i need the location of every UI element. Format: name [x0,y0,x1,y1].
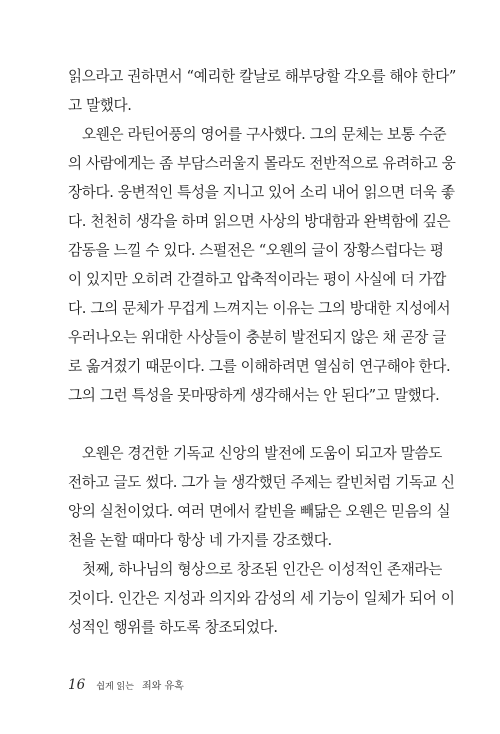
body-line: 로 옮겨졌기 때문이다. 그를 이해하려면 열심히 연구해야 한다. [68,358,451,375]
book-title: 죄와 유혹 [142,681,184,692]
body-line: 오웬은 라틴어풍의 영어를 구사했다. 그의 문체는 보통 수준 [82,126,447,143]
body-line: 우러나오는 위대한 사상들이 충분히 발전되지 않은 채 곧장 글 [68,329,447,346]
body-line: 다. 그의 문체가 무겁게 느껴지는 이유는 그의 방대한 지성에서 [68,300,451,317]
body-line: 천을 논할 때마다 항상 네 가지를 강조했다. [68,532,332,549]
body-line: 고 말했다. [68,97,132,114]
body-line: 성적인 행위를 하도록 창조되었다. [68,619,278,636]
body-line: 앙의 실천이었다. 여러 면에서 칼빈을 빼닮은 오웬은 믿음의 실 [68,503,451,520]
body-line: 다. 천천히 생각을 하며 읽으면 사상의 방대함과 완벽함에 깊은 [68,213,451,230]
body-line: 이 있지만 오히려 간결하고 압축적이라는 평이 사실에 더 가깝 [68,271,447,288]
body-line: 장하다. 웅변적인 특성을 지니고 있어 소리 내어 읽으면 더욱 좋 [68,184,455,201]
body-line: 읽으라고 권하면서 “예리한 칼날로 해부당할 각오를 해야 한다” [68,68,456,85]
body-line: 것이다. 인간은 지성과 의지와 감성의 세 기능이 일체가 되어 이 [68,590,455,607]
body-line: 의 사람에게는 좀 부담스러울지 몰라도 전반적으로 유려하고 웅 [68,155,456,172]
body-line: 오웬은 경건한 기독교 신앙의 발전에 도움이 되고자 말씀도 [82,445,442,462]
page-footer [68,674,184,693]
body-line: 첫째, 하나님의 형상으로 창조된 인간은 이성적인 존재라는 [82,561,442,578]
page-number: 16 [68,677,86,693]
series-label: 쉽게 읽는 [96,682,134,692]
body-line: 전하고 글도 썼다. 그가 늘 생각했던 주제는 칼빈처럼 기독교 신 [68,474,455,491]
body-line: 감동을 느낄 수 있다. 스펄전은 “오웬의 글이 장황스럽다는 평 [68,242,444,259]
body-line: 그의 그런 특성을 못마땅하게 생각해서는 안 된다”고 말했다. [68,387,440,404]
